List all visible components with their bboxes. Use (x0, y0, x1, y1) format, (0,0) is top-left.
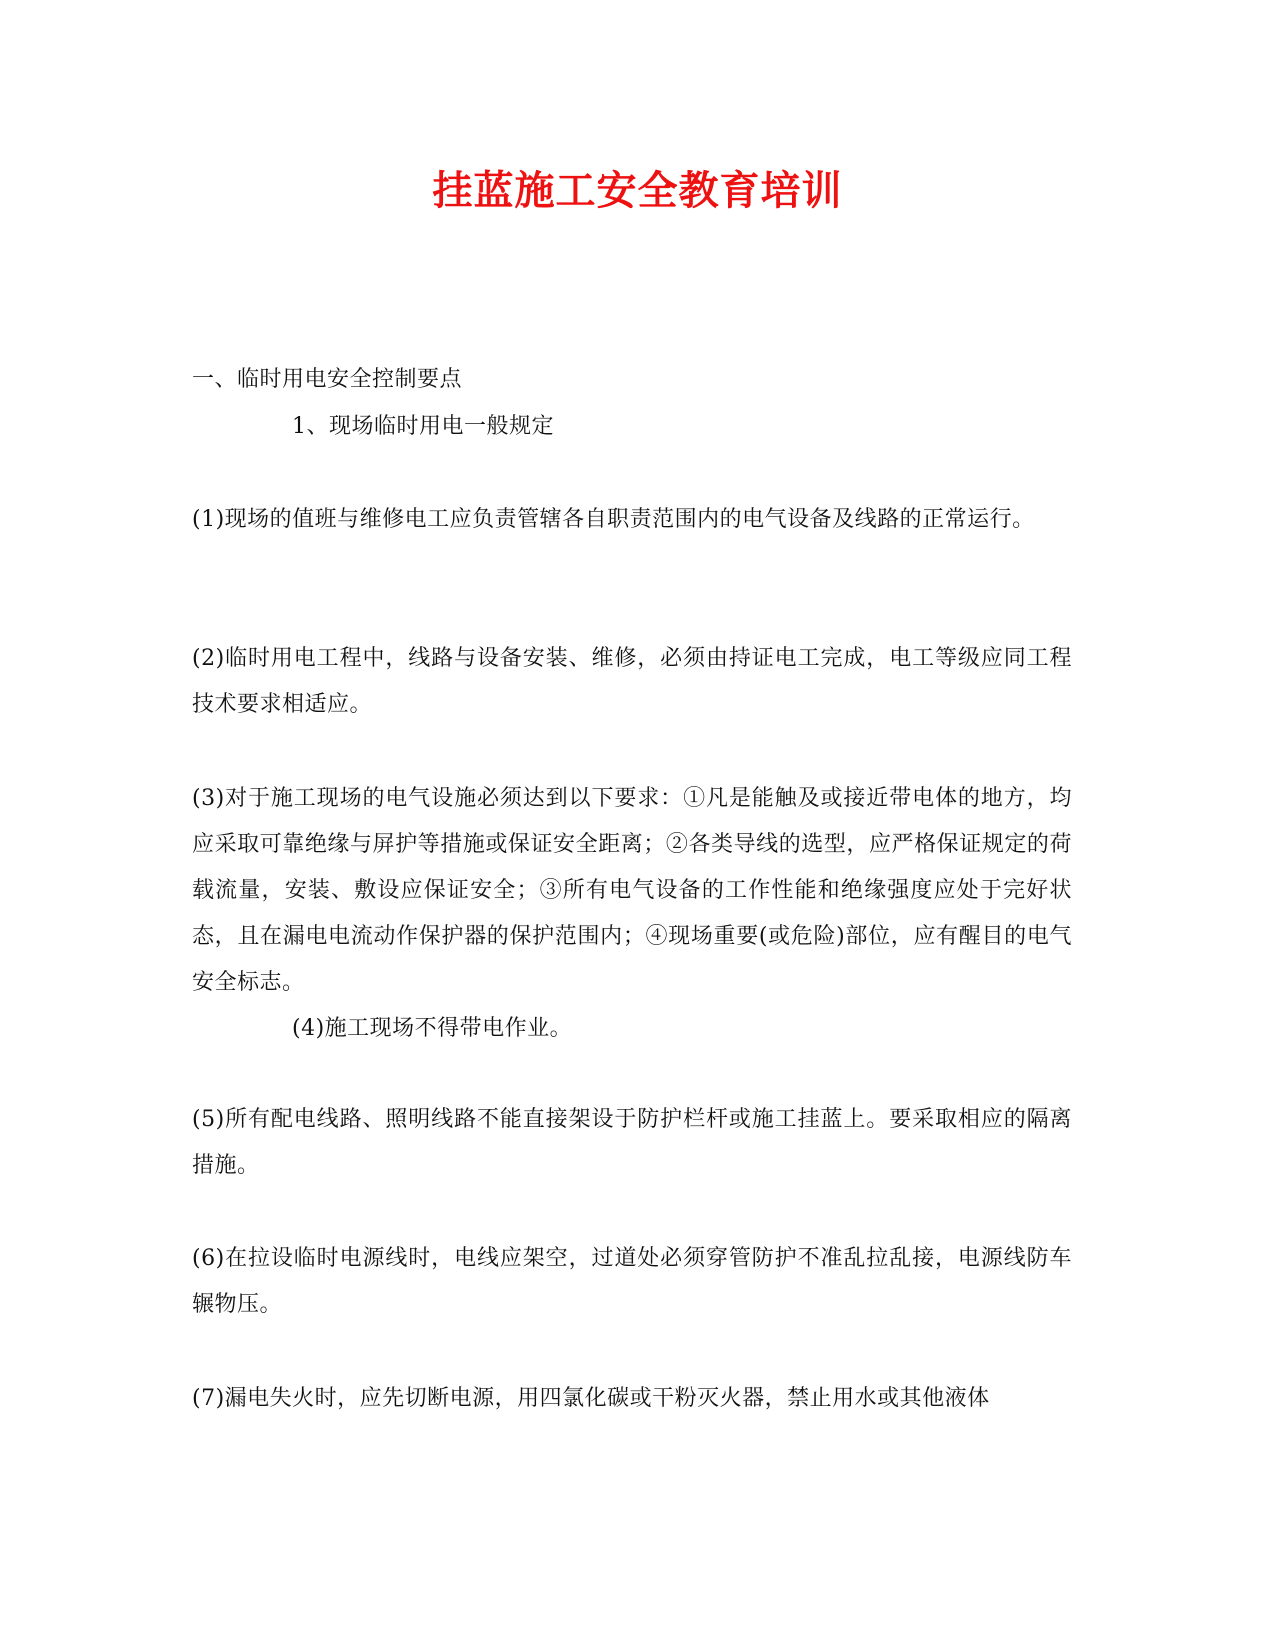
paragraph-2: (2)临时用电工程中，线路与设备安装、维修，必须由持证电工完成，电工等级应同工程技术要求相适应。 (192, 646, 1072, 717)
document-title: 挂蓝施工安全教育培训 (432, 168, 843, 214)
section-heading: 一、临时用电安全控制要点 (192, 367, 463, 392)
paragraph-4: (4)施工现场不得带电作业。 (292, 1016, 573, 1041)
paragraph-1: (1)现场的值班与维修电工应负责管辖各自职责范围内的电气设备及线路的正常运行。 (192, 507, 1035, 532)
paragraph-6: (6)在拉设临时电源线时，电线应架空，过道处必须穿管防护不准乱拉乱接，电源线防车辗物压。 (192, 1246, 1072, 1317)
subsection-heading: 1、现场临时用电一般规定 (292, 414, 554, 439)
paragraph-7: (7)漏电失火时，应先切断电源，用四氯化碳或干粉灭火器，禁止用水或其他液体 (192, 1386, 990, 1411)
paragraph-3: (3)对于施工现场的电气设施必须达到以下要求：①凡是能触及或接近带电体的地方，均应采取可靠绝缘与屏护等措施或保证安全距离；②各类导线的选型，应严格保证规定的荷载流量，安装、敷设应保证安全；③所有电气设备的工作性能和绝缘强度应处于完好状态，且在漏电电流动作保护器的保护范围内；④现场重要(或危险)部位，应有醒目的电气安全标志。 (192, 786, 1072, 995)
paragraph-5: (5)所有配电线路、照明线路不能直接架设于防护栏杆或施工挂蓝上。要采取相应的隔离措施。 (192, 1107, 1072, 1178)
